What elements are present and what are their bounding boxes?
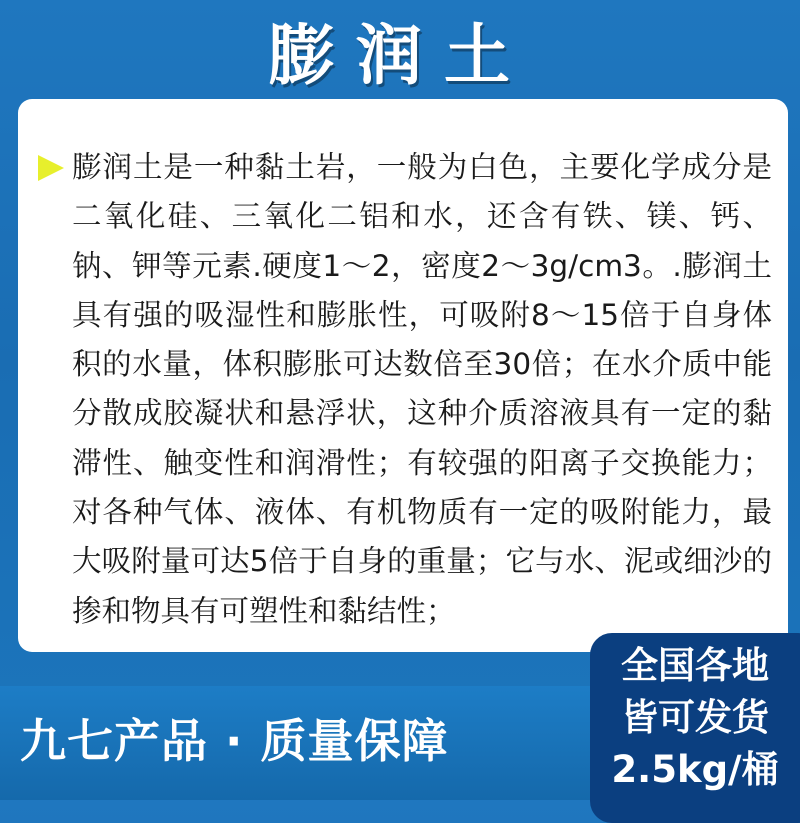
- description-card: [18, 99, 788, 652]
- badge-line-nationwide: 全国各地: [621, 644, 769, 687]
- page-title: 膨润土: [268, 16, 532, 94]
- product-description: 膨润土是一种黏土岩，一般为白色，主要化学成分是二氧化硅、三氧化二铝和水，还含有铁、镁、钙、钠、钾等元素.硬度1～2，密度2～3g/cm3。.膨润土具有强的吸湿性和膨胀性，可吸附8～15倍于自身体积的水量，体积膨胀可达数倍至30倍；在水介质中能分散成胶凝状和悬浮状，这种介质溶液具有一定的黏滞性、触变性和润滑性；有较强的阳离子交换能力；对各种气体、液体、有机物质有一定的吸附能力，最大吸附量可达5倍于自身的重量；它与水、泥或细沙的掺和物具有可塑性和黏结性；: [72, 150, 772, 628]
- badge-line-shipping: 皆可发货: [621, 696, 769, 739]
- badge-line-package-size: 2.5kg/桶: [611, 748, 779, 791]
- slogan-text: 九七产品 · 质量保障: [20, 714, 449, 768]
- bullet-arrow-icon: [38, 155, 64, 181]
- shipping-badge-text: [590, 640, 800, 796]
